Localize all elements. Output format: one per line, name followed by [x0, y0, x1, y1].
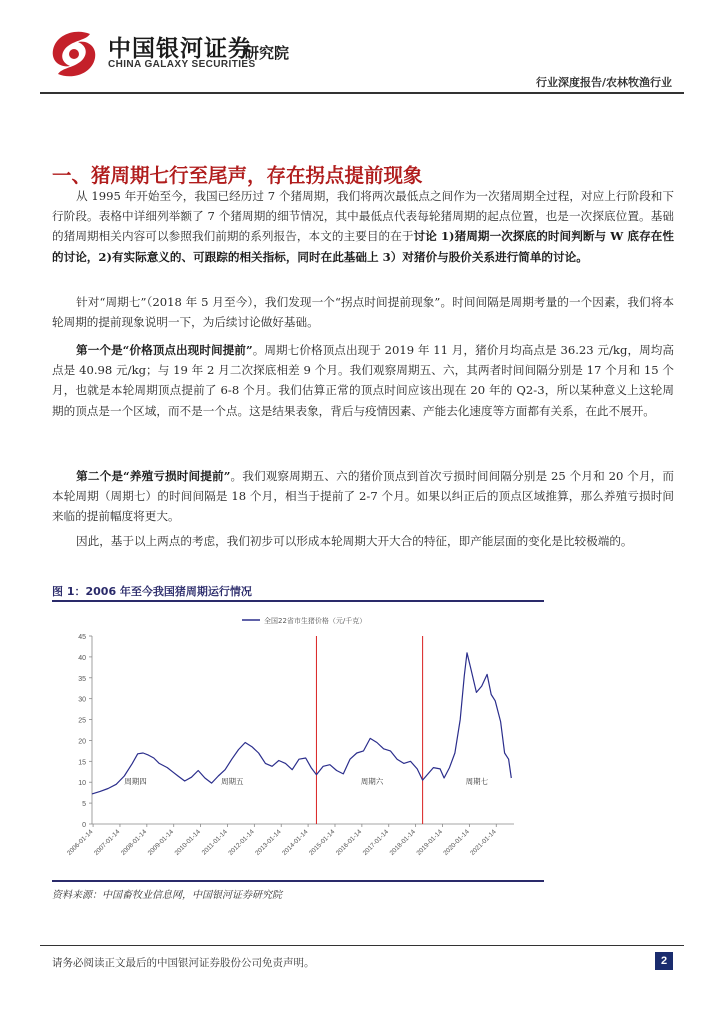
y-tick-label: 45 — [78, 634, 86, 641]
cycle-label: 周期五 — [221, 777, 244, 787]
x-tick-label: 2012-01-14 — [227, 828, 256, 857]
pig-cycle-line-chart — [52, 602, 544, 878]
paragraph-3 — [52, 340, 674, 421]
figure-bottom-rule — [52, 880, 544, 882]
x-tick-label: 2009-01-14 — [146, 828, 176, 857]
cycle-label: 周期六 — [360, 777, 384, 787]
section-heading: 一、猪周期七行至尾声，存在拐点提前现象 — [52, 164, 423, 187]
y-tick-label: 30 — [78, 696, 86, 704]
company-name-en: CHINA GALAXY SECURITIES — [108, 59, 256, 70]
legend-label: 全国22省市生猪价格（元/千克） — [264, 617, 367, 625]
x-tick-label: 2006-01-14 — [66, 828, 95, 857]
figure-title: 图 1：2006 年至今我国猪周期运行情况 — [52, 585, 252, 598]
paragraph-3-emphasis: 第一个是“价格顶点出现时间提前” — [76, 343, 253, 357]
x-tick-label: 2015-01-14 — [307, 828, 337, 857]
x-tick-label: 2014-01-14 — [281, 828, 310, 857]
x-tick-label: 2017-01-14 — [361, 828, 391, 857]
paragraph-3-text: 。周期七价格顶点出现于 2019 年 11 月，猪价月均高点是 36.23 元/kg，周均高点是 40.98 元/kg；与 19 年 2 月二次探底相差 9 个月。我们观察周期五、六，其两者时间间隔分别是 17 个月和 15 个月，也就是本轮周期顶点提前了 6-8 个月。我们估算正常的顶点时间应该出现在 20 年的 Q2-3，所以某种意义上这轮周期的顶点是一个区域，而不是一个点。这是结果表象，背后与疫情因素、产能去化速度等方面都有关系，在此不展开。 — [52, 343, 675, 418]
x-tick-label: 2018-01-14 — [388, 828, 418, 857]
paragraph-5 — [52, 531, 674, 551]
cycle-label: 周期七 — [465, 777, 489, 787]
figure-source: 资料来源：中国畜牧业信息网，中国银河证券研究院 — [52, 890, 282, 901]
paragraph-1-emphasis: 讨论 1)猪周期一次探底的时间判断与 W 底存在性的讨论，2)有实际意义的、可跟踪的相关指标，同时在此基础上 3）对猪价与股价关系进行简单的讨论。 — [52, 229, 674, 264]
report-category: 行业深度报告/农林牧渔行业 — [535, 76, 672, 89]
x-tick-label: 2013-01-14 — [254, 828, 283, 857]
header-divider — [40, 92, 684, 94]
paragraph-2 — [52, 292, 674, 332]
x-tick-label: 2021-01-14 — [469, 828, 498, 857]
x-tick-label: 2010-01-14 — [173, 828, 203, 857]
paragraph-4-text: 。我们观察周期五、六的猪价顶点到首次亏损时间间隔分别是 25 个月和 20 个月，而本轮周期（周期七）的时间间隔是 18 个月，相当于提前了 2-7 个月。如果以纠正后的顶点区域推算，那么养殖亏损时间来临的提前幅度将更大。 — [52, 469, 674, 524]
x-tick-label: 2016-01-14 — [334, 828, 364, 857]
y-tick-label: 10 — [78, 780, 86, 788]
x-tick-label: 2008-01-14 — [119, 828, 149, 857]
institute-label: 研究院 — [244, 44, 290, 62]
x-tick-label: 2020-01-14 — [442, 828, 471, 857]
paragraph-5-text: 因此，基于以上两点的考虑，我们初步可以形成本轮周期大开大合的特征，即产能层面的变化是比较极端的。 — [76, 534, 633, 548]
galaxy-logo-icon — [46, 26, 102, 82]
y-tick-label: 25 — [78, 717, 86, 725]
x-tick-label: 2007-01-14 — [92, 828, 122, 857]
x-tick-label: 2011-01-14 — [200, 828, 229, 857]
y-tick-label: 40 — [78, 654, 86, 662]
y-tick-label: 5 — [82, 801, 86, 809]
paragraph-4 — [52, 466, 674, 527]
paragraph-1-text: 从 1995 年开始至今，我国已经历过 7 个猪周期，我们将两次最低点之间作为一次猪周期全过程，对应上行阶段和下行阶段。表格中详细列举额了 7 个猪周期的细节情况，其中最低点代表每轮猪周期的起点位置，也是一次探底位置。基础的猪周期相关内容可以参照我们前期的系列报告，本文的主要目的在于 — [52, 189, 674, 244]
paragraph-4-emphasis: 第二个是“养殖亏损时间提前” — [76, 469, 231, 483]
paragraph-2-text: 针对“周期七”（2018 年 5 月至今），我们发现一个“拐点时间提前现象”。时间间隔是周期考量的一个因素，我们将本轮周期的提前现象说明一下，为后续讨论做好基础。 — [52, 295, 674, 330]
page-number: 2 — [655, 952, 673, 970]
disclaimer-note: 请务必阅读正文最后的中国银河证券股份公司免责声明。 — [52, 957, 315, 969]
x-tick-label: 2019-01-14 — [415, 828, 444, 857]
paragraph-1 — [52, 186, 674, 267]
cycle-label: 周期四 — [124, 777, 147, 787]
y-tick-label: 20 — [78, 738, 86, 746]
price-series-line — [92, 653, 511, 794]
y-tick-label: 0 — [82, 822, 86, 829]
footer-divider — [40, 945, 684, 946]
y-tick-label: 15 — [78, 759, 86, 767]
y-tick-label: 35 — [78, 675, 86, 683]
company-name-cn: 中国银河证券 — [108, 36, 252, 62]
